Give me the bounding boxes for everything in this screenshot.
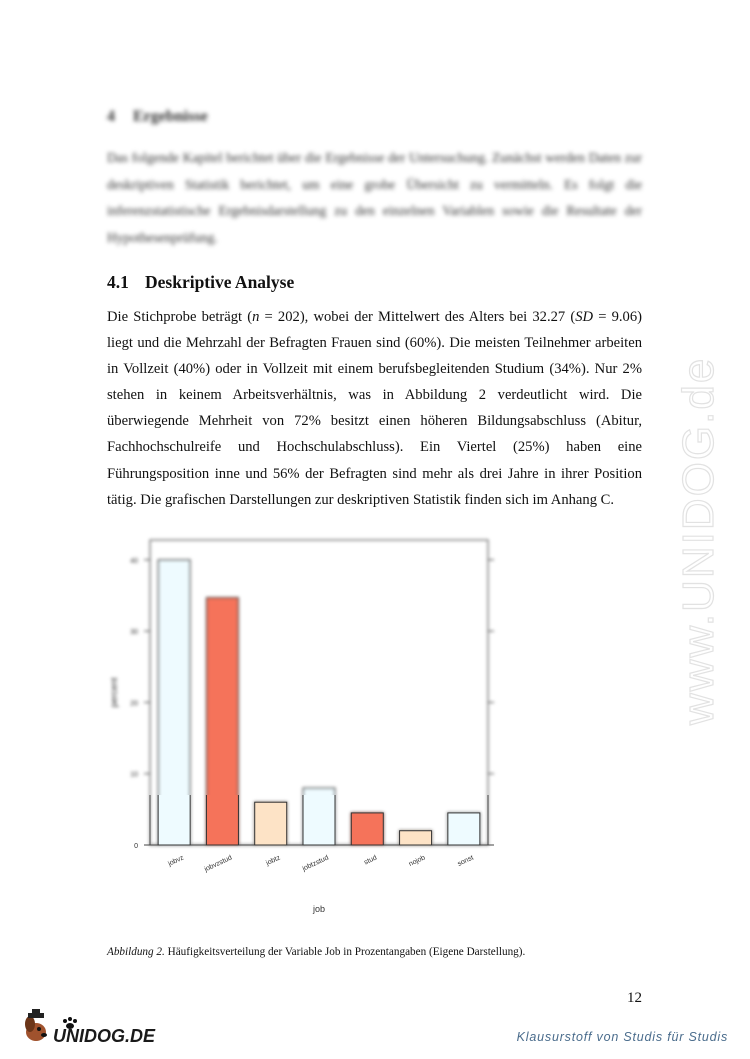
body-text-3: = 9.06) liegt und die Mehrzahl der Befragten Frauen sind (60%). Die meisten Teilnehmer arbeiten in Vollzeit (40%) oder in Vollzeit mit einem berufsbegleitenden Studium (34%). Nur 2% stehen in keinem Arbeitsverhältnis, was in Abbildung 2 verdeutlicht wird. Die überwiegende Mehrheit von 72% besitzt einen höheren Bildungsabschluss (Abitur, Fachhochschulreife und Hochschulabschluss). Ein Viertel (25%) haben eine Führungsposition inne und 56% der Befragten sind mehr als drei Jahre in ihrer Position tätig. Die grafischen Darstellungen zur deskriptiven Statistik finden sich im Anhang C.: [107, 309, 642, 508]
x-tick-label-nojob: nojob: [407, 854, 427, 869]
bar-stud: [351, 813, 383, 845]
body-paragraph: [107, 304, 642, 513]
page-number: 12: [627, 990, 642, 1006]
bar-sonst: [448, 813, 480, 845]
y-tick-label-10: 10: [130, 771, 138, 779]
x-tick-label-sonst: sonst: [456, 854, 475, 868]
subsection-heading: [107, 272, 294, 293]
sd-symbol: SD: [575, 309, 594, 325]
logo-text: UNIDOG.DE: [53, 1026, 156, 1046]
subsection-number: 4.1: [107, 272, 129, 292]
x-tick-label-jobtz: jobtz: [265, 854, 282, 868]
figure-caption: [107, 946, 525, 958]
section-number: 4: [107, 108, 115, 125]
x-tick-label-jobvzstud: jobvzstud: [203, 854, 234, 874]
x-tick-label-jobtzstud: jobtzstud: [301, 854, 330, 873]
x-axis-label: job: [312, 904, 326, 914]
bar-jobtz: [255, 802, 287, 845]
sharp-chart-region: [150, 540, 488, 845]
caption-label: Abbildung 2.: [107, 946, 165, 958]
body-text-1: Die Stichprobe beträgt (: [107, 309, 253, 325]
bar-nojob: [400, 831, 432, 845]
y-tick-label-0: 0: [134, 843, 138, 850]
y-axis-label: percent: [109, 677, 119, 708]
x-tick-label-stud: stud: [363, 854, 379, 867]
section-heading: [107, 108, 208, 126]
n-symbol: n: [252, 309, 260, 325]
section-title: Ergebnisse: [133, 108, 208, 125]
y-tick-label-30: 30: [130, 629, 138, 637]
bar-jobtzstud: [303, 788, 335, 845]
dog-icon: [25, 1009, 47, 1041]
footer-slogan: Klausurstoff von Studis für Studis: [516, 1030, 728, 1044]
subsection-title: Deskriptive Analyse: [145, 272, 295, 292]
x-tick-label-jobvz: jobvz: [167, 854, 185, 868]
y-tick-label-20: 20: [130, 700, 138, 708]
bar-chart: [100, 530, 520, 930]
unidog-logo: [20, 1008, 180, 1048]
body-text-2: = 202), wobei der Mittelwert des Alters bei 32.27 (: [259, 309, 576, 325]
caption-text: Häufigkeitsverteilung der Variable Job in Prozentangaben (Eigene Darstellung).: [164, 946, 526, 958]
blurred-intro-paragraph: Das folgende Kapitel berichtet über die Ergebnisse der Untersuchung. Zunächst werden Daten zur deskriptiven Statistik berichtet, um eine grobe Übersicht zu vermitteln. Es folgt die inferenzstatistische Ergebnisdarstellung zu den einzelnen Variablen sowie die Resultate der Hypothesenprüfung.: [107, 150, 642, 245]
y-tick-label-40: 40: [130, 557, 138, 565]
watermark-text: www.UNIDOG.de: [674, 356, 723, 725]
